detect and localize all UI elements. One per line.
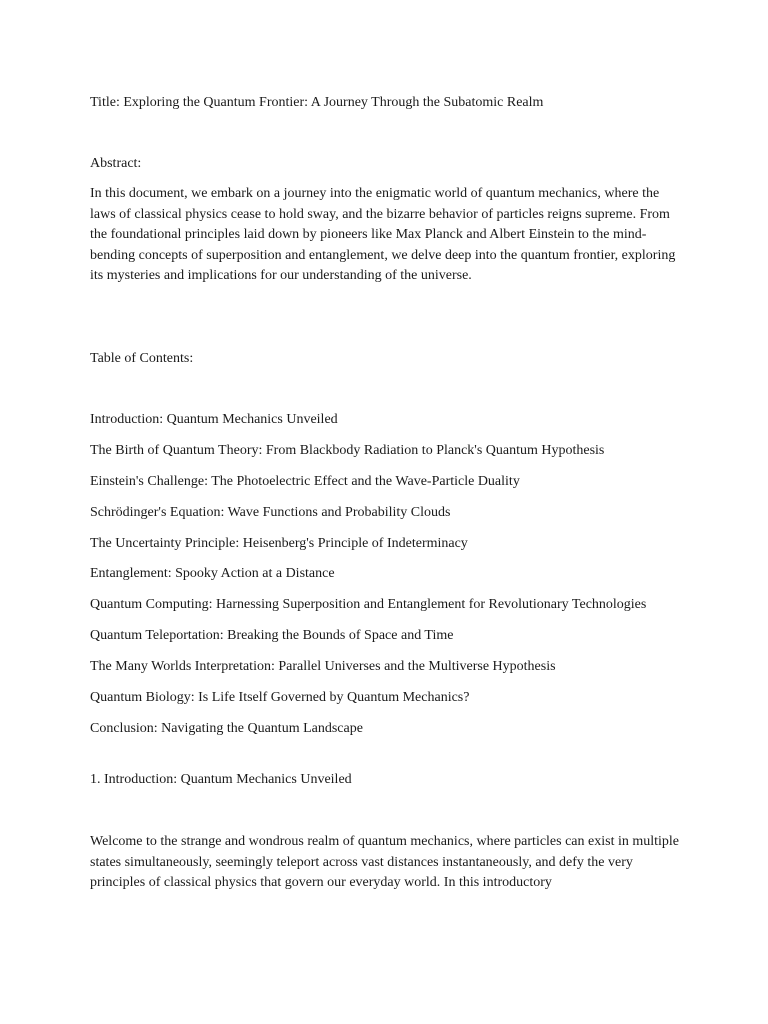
toc-item: Quantum Biology: Is Life Itself Governed by Quantum Mechanics? [90, 690, 470, 706]
intro-paragraph: Welcome to the strange and wondrous realm of quantum mechanics, where particles can exist in multiple states simultaneously, seemingly teleport across vast distances instantaneously, and defy the very principles of classical physics that govern our everyday world. In this introductory [90, 834, 680, 891]
toc-item: Schrödinger's Equation: Wave Functions and Probability Clouds [90, 504, 451, 520]
toc-item: Introduction: Quantum Mechanics Unveiled [90, 412, 338, 427]
toc-item: Entanglement: Spooky Action at a Distance [90, 566, 335, 582]
toc-item: The Birth of Quantum Theory: From Blackbody Radiation to Planck's Quantum Hypothesis [90, 442, 605, 458]
abstract-heading: Abstract: [90, 156, 142, 171]
toc-item: Einstein's Challenge: The Photoelectric Effect and the Wave-Particle Duality [90, 473, 520, 489]
toc-item: Conclusion: Navigating the Quantum Landscape [90, 720, 363, 736]
toc-item: Quantum Computing: Harnessing Superposition and Entanglement for Revolutionary Technologies [90, 597, 647, 613]
document-title: Title: Exploring the Quantum Frontier: A Journey Through the Subatomic Realm [90, 95, 544, 110]
toc-item: The Uncertainty Principle: Heisenberg's Principle of Indeterminacy [90, 535, 468, 551]
toc-item: Quantum Teleportation: Breaking the Bounds of Space and Time [90, 628, 454, 644]
table-of-contents [90, 410, 680, 750]
toc-heading: Table of Contents: [90, 351, 194, 366]
toc-item: The Many Worlds Interpretation: Parallel Universes and the Multiverse Hypothesis [90, 659, 556, 675]
abstract-paragraph: In this document, we embark on a journey into the enigmatic world of quantum mechanics, where the laws of classical physics cease to hold sway, and the bizarre behavior of particles reigns supreme. From the foundational principles laid down by pioneers like Max Planck and Albert Einstein to the mind-bending concepts of superposition and entanglement, we delve deep into the quantum frontier, exploring its mysteries and implications for our understanding of the universe. [90, 186, 676, 284]
section-heading: 1. Introduction: Quantum Mechanics Unveiled [90, 772, 352, 787]
